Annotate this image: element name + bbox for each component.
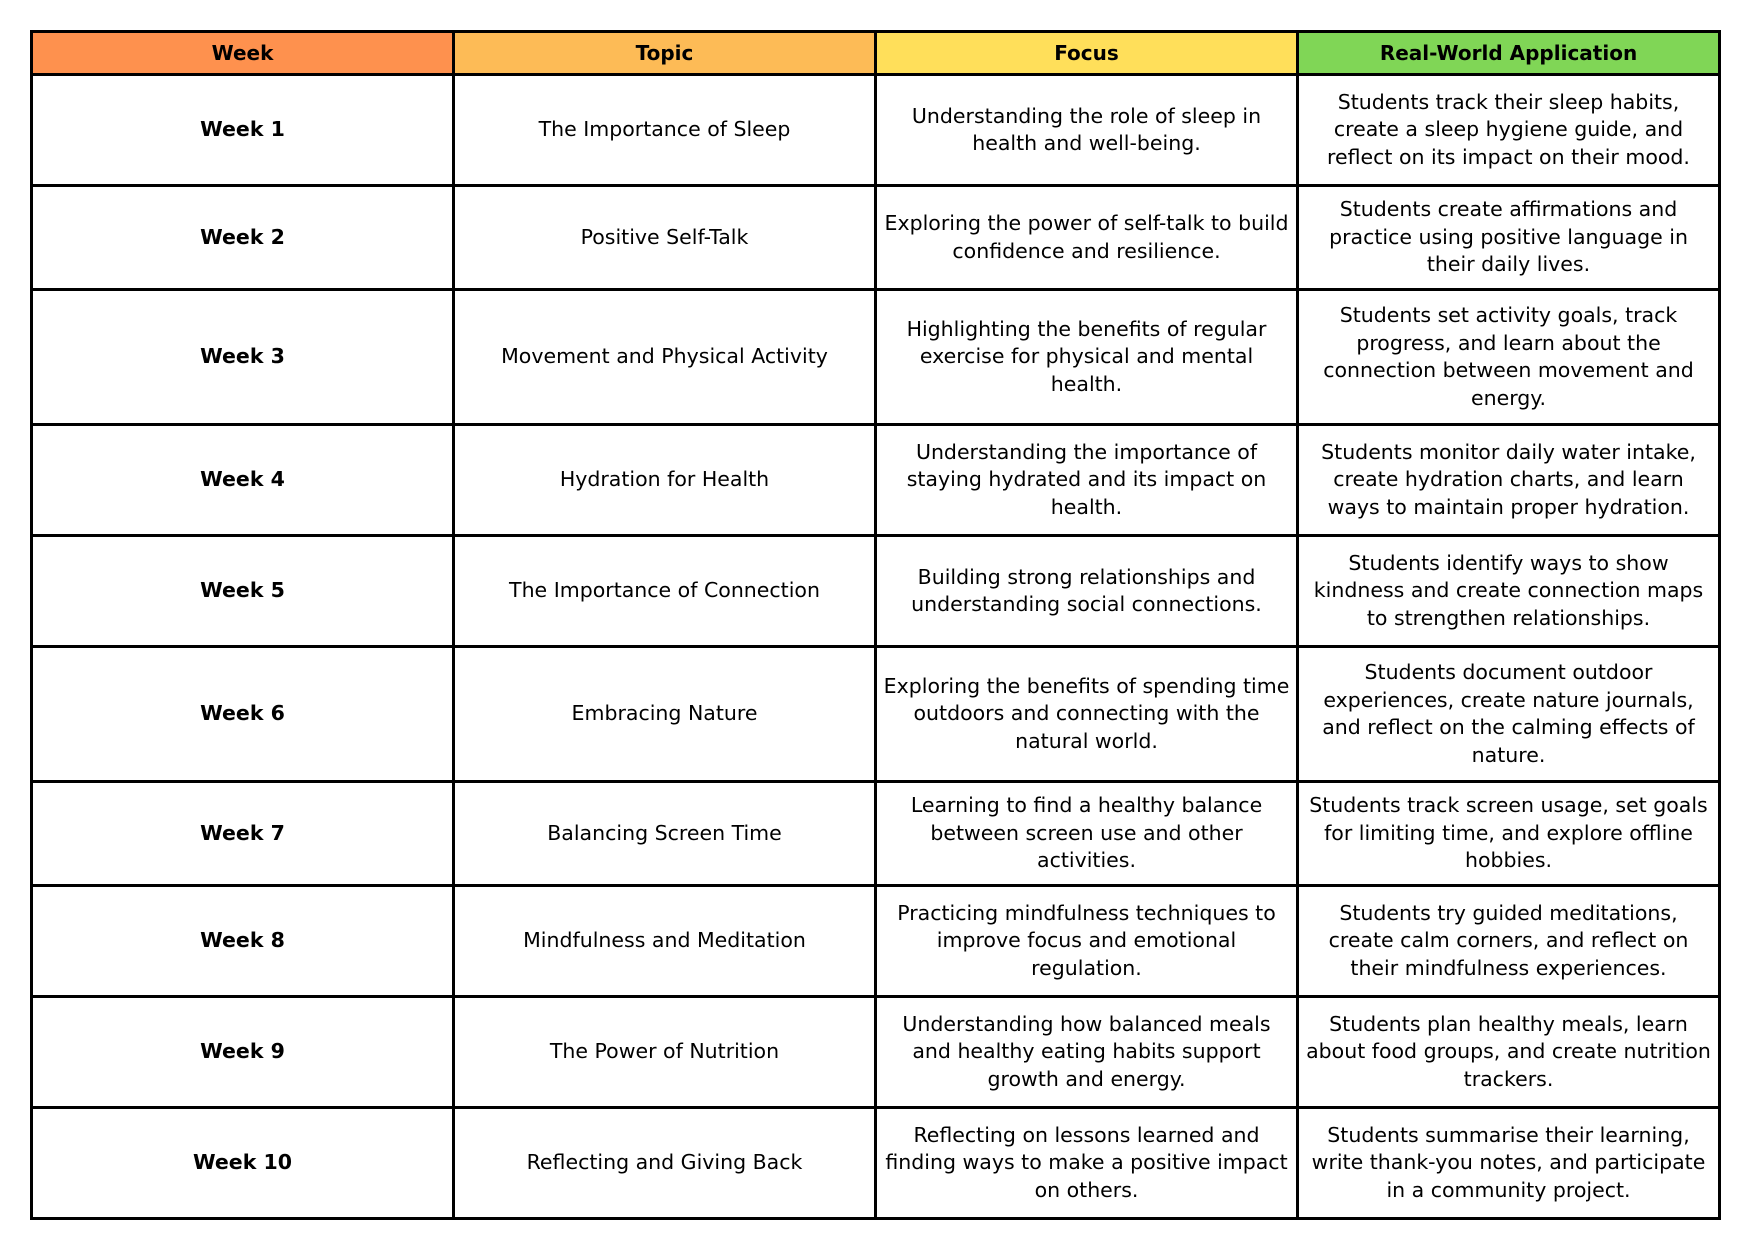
cell-week: Week 6 <box>32 647 454 782</box>
cell-focus: Exploring the power of self-talk to build confidence and resilience. <box>876 186 1298 290</box>
table-row <box>32 647 1720 782</box>
table-row <box>32 997 1720 1108</box>
cell-week: Week 1 <box>32 75 454 186</box>
cell-week: Week 9 <box>32 997 454 1108</box>
cell-topic: Hydration for Health <box>454 425 876 536</box>
cell-topic: The Importance of Sleep <box>454 75 876 186</box>
cell-focus: Reflecting on lessons learned and finding ways to make a positive impact on others. <box>876 1108 1298 1219</box>
cell-focus: Exploring the benefits of spending time outdoors and connecting with the natural world. <box>876 647 1298 782</box>
cell-week: Week 3 <box>32 290 454 425</box>
table-row <box>32 290 1720 425</box>
cell-focus: Learning to find a healthy balance between screen use and other activities. <box>876 782 1298 886</box>
cell-topic: Reflecting and Giving Back <box>454 1108 876 1219</box>
cell-application: Students create affirmations and practice using positive language in their daily lives. <box>1298 186 1720 290</box>
header-application: Real-World Application <box>1298 32 1720 75</box>
table-row <box>32 186 1720 290</box>
cell-topic: Embracing Nature <box>454 647 876 782</box>
cell-focus: Building strong relationships and understanding social connections. <box>876 536 1298 647</box>
cell-application: Students summarise their learning, write thank-you notes, and participate in a community project. <box>1298 1108 1720 1219</box>
header-row <box>32 32 1720 75</box>
cell-application: Students document outdoor experiences, create nature journals, and reflect on the calming effects of nature. <box>1298 647 1720 782</box>
table-header <box>32 32 1720 75</box>
cell-focus: Understanding the role of sleep in health and well-being. <box>876 75 1298 186</box>
cell-application: Students try guided meditations, create calm corners, and reflect on their mindfulness experiences. <box>1298 886 1720 997</box>
cell-topic: Movement and Physical Activity <box>454 290 876 425</box>
cell-focus: Highlighting the benefits of regular exercise for physical and mental health. <box>876 290 1298 425</box>
cell-application: Students monitor daily water intake, create hydration charts, and learn ways to maintain proper hydration. <box>1298 425 1720 536</box>
cell-week: Week 10 <box>32 1108 454 1219</box>
cell-focus: Understanding how balanced meals and healthy eating habits support growth and energy. <box>876 997 1298 1108</box>
cell-application: Students track their sleep habits, create a sleep hygiene guide, and reflect on its impact on their mood. <box>1298 75 1720 186</box>
cell-application: Students set activity goals, track progress, and learn about the connection between movement and energy. <box>1298 290 1720 425</box>
cell-focus: Understanding the importance of staying hydrated and its impact on health. <box>876 425 1298 536</box>
cell-application: Students plan healthy meals, learn about food groups, and create nutrition trackers. <box>1298 997 1720 1108</box>
cell-week: Week 5 <box>32 536 454 647</box>
cell-week: Week 8 <box>32 886 454 997</box>
header-focus: Focus <box>876 32 1298 75</box>
cell-week: Week 7 <box>32 782 454 886</box>
table-row <box>32 782 1720 886</box>
table-row <box>32 886 1720 997</box>
cell-week: Week 2 <box>32 186 454 290</box>
wellbeing-curriculum-table <box>30 30 1721 1220</box>
table-row <box>32 75 1720 186</box>
cell-topic: Mindfulness and Meditation <box>454 886 876 997</box>
cell-topic: Positive Self-Talk <box>454 186 876 290</box>
cell-topic: The Importance of Connection <box>454 536 876 647</box>
cell-focus: Practicing mindfulness techniques to improve focus and emotional regulation. <box>876 886 1298 997</box>
table-row <box>32 1108 1720 1219</box>
cell-application: Students track screen usage, set goals for limiting time, and explore offline hobbies. <box>1298 782 1720 886</box>
table-row <box>32 425 1720 536</box>
cell-application: Students identify ways to show kindness and create connection maps to strengthen relationships. <box>1298 536 1720 647</box>
cell-topic: Balancing Screen Time <box>454 782 876 886</box>
wellbeing-curriculum-table-container <box>30 30 1718 1220</box>
table-row <box>32 536 1720 647</box>
table-body <box>32 75 1720 1219</box>
header-week: Week <box>32 32 454 75</box>
cell-topic: The Power of Nutrition <box>454 997 876 1108</box>
header-topic: Topic <box>454 32 876 75</box>
cell-week: Week 4 <box>32 425 454 536</box>
